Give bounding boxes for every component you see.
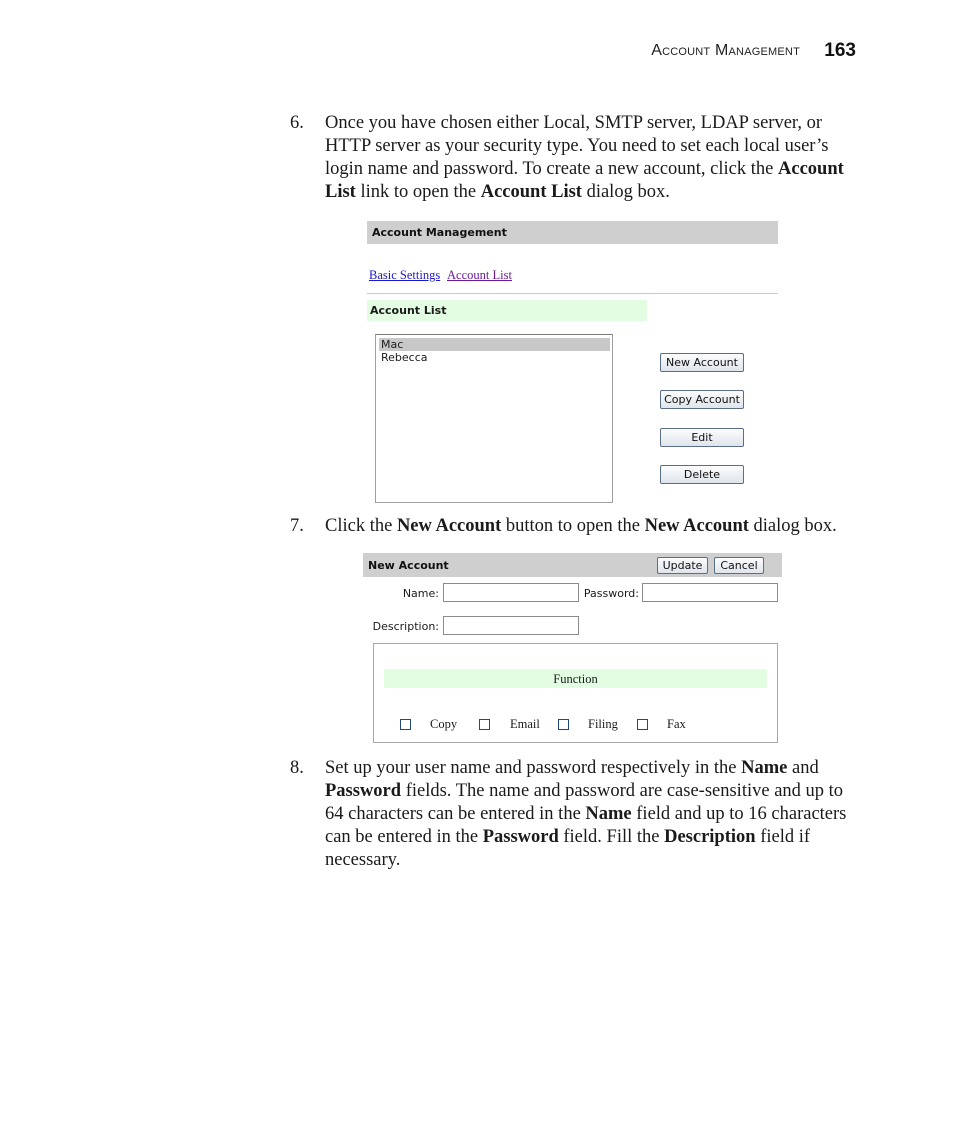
step-line <box>325 780 860 803</box>
text-run: Click the <box>325 516 397 536</box>
copy-account-button[interactable]: Copy Account <box>660 390 744 409</box>
text-run: HTTP server as your security type. You need to set each local user’s <box>325 136 829 156</box>
bold-term: Name <box>585 804 632 824</box>
update-button[interactable]: Update <box>657 557 708 574</box>
filing-checkbox[interactable] <box>558 719 569 730</box>
account-management-header <box>367 221 778 244</box>
text-run: fields. The name and password are case-sensitive and up to <box>401 781 844 801</box>
email-checkbox[interactable] <box>479 719 490 730</box>
bold-term: Password <box>325 781 402 801</box>
bold-term: List <box>325 182 356 202</box>
step-number: 7. <box>290 516 304 536</box>
step-line <box>325 849 860 872</box>
bold-term: Password <box>482 827 559 847</box>
edit-button[interactable]: Edit <box>660 428 744 447</box>
text-run: dialog box. <box>748 516 837 536</box>
step-line <box>325 112 860 135</box>
function-panel <box>373 643 778 743</box>
step-text <box>325 112 860 204</box>
step-text <box>325 515 860 538</box>
filing-label: Filing <box>588 717 618 731</box>
email-label: Email <box>510 717 540 731</box>
tab-account-list[interactable]: Account List <box>447 268 512 282</box>
tab-divider <box>367 293 778 294</box>
tab-basic-settings[interactable]: Basic Settings <box>369 268 441 282</box>
account-listbox[interactable] <box>375 334 613 503</box>
text-run: Once you have chosen either Local, SMTP server, LDAP server, or <box>325 113 823 133</box>
bold-term: Name <box>741 758 788 778</box>
bold-term: Description <box>664 827 756 847</box>
name-field[interactable] <box>443 583 579 602</box>
account-list-section-header <box>367 300 647 321</box>
delete-button[interactable]: Delete <box>660 465 744 484</box>
function-title: Function <box>553 672 598 686</box>
text-run: 64 characters can be entered in the <box>325 804 586 824</box>
copy-checkbox[interactable] <box>400 719 411 730</box>
step-text <box>325 757 860 872</box>
page-number: 163 <box>824 40 856 61</box>
text-run: Set up your user name and password respectively in the <box>325 758 742 778</box>
text-run: button to open the <box>501 516 645 536</box>
new-account-button[interactable]: New Account <box>660 353 744 372</box>
step-line <box>325 826 860 849</box>
bold-term: Account <box>778 159 844 179</box>
step-line <box>325 515 860 538</box>
account-list-section-title: Account List <box>370 304 447 317</box>
text-run: field if <box>755 827 811 847</box>
password-label: Password: <box>583 587 639 600</box>
description-label: Description: <box>372 620 439 633</box>
description-field[interactable] <box>443 616 579 635</box>
text-run: field and up to 16 characters <box>631 804 847 824</box>
step-line <box>325 757 860 780</box>
bold-term: New Account <box>396 516 502 536</box>
text-run: field. Fill the <box>558 827 665 847</box>
account-management-title: Account Management <box>372 226 507 239</box>
running-section-title: Account Management <box>651 42 800 59</box>
text-run: dialog box. <box>581 182 670 202</box>
password-field[interactable] <box>642 583 778 602</box>
step-line <box>325 158 860 181</box>
step-line <box>325 135 860 158</box>
step-line <box>325 181 860 204</box>
step-line <box>325 803 860 826</box>
new-account-title: New Account <box>368 559 449 572</box>
text-run: link to open the <box>355 182 481 202</box>
text-run: can be entered in the <box>325 827 483 847</box>
list-item-mac[interactable]: Mac <box>379 338 610 351</box>
bold-term: Account List <box>480 182 582 202</box>
function-header <box>384 669 767 688</box>
text-run: login name and password. To create a new account, click the <box>325 159 778 179</box>
fax-label: Fax <box>667 717 686 731</box>
text-run: necessary. <box>325 850 401 870</box>
fax-checkbox[interactable] <box>637 719 648 730</box>
step-number: 8. <box>290 758 304 778</box>
bold-term: New Account <box>644 516 749 536</box>
step-number: 6. <box>290 113 304 133</box>
list-item-rebecca[interactable]: Rebecca <box>381 351 428 364</box>
text-run: and <box>787 758 819 778</box>
copy-label: Copy <box>430 717 458 731</box>
cancel-button[interactable]: Cancel <box>714 557 764 574</box>
name-label: Name: <box>402 587 439 600</box>
